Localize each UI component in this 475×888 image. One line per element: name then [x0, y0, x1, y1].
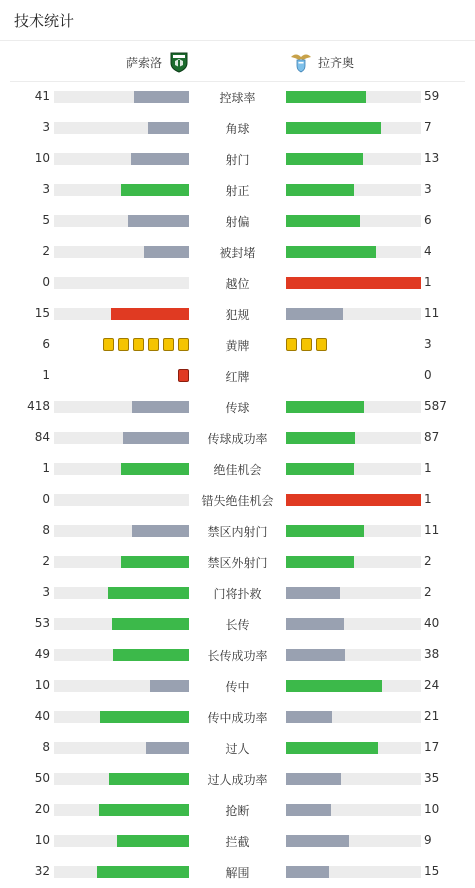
stat-row: [0, 236, 475, 267]
stats-list: [0, 81, 475, 887]
stat-label: 射偏: [225, 215, 250, 229]
away-bar-track: [286, 432, 421, 444]
home-value: 40: [34, 709, 50, 723]
away-value: 24: [424, 678, 440, 692]
stat-label: 红牌: [225, 370, 250, 384]
away-value: 1: [424, 461, 432, 475]
stat-row: [0, 732, 475, 763]
stat-label: 控球率: [219, 91, 256, 105]
stat-row: [0, 794, 475, 825]
away-bar-track: [286, 463, 421, 475]
home-value: 53: [34, 616, 50, 630]
away-value: 0: [424, 368, 432, 382]
away-bar-fill: [286, 618, 344, 630]
home-value: 8: [42, 523, 50, 537]
stat-label: 传球: [225, 401, 250, 415]
away-bar-fill: [286, 711, 332, 723]
away-bar-track: [286, 556, 421, 568]
lazio-crest-icon: [290, 51, 312, 73]
header-bar: [0, 0, 475, 41]
yellow-card-icon: [316, 338, 327, 351]
away-value: 87: [424, 430, 440, 444]
stat-row: [0, 577, 475, 608]
stat-row: [0, 670, 475, 701]
home-bar-track: [54, 804, 189, 816]
away-bar-track: [286, 91, 421, 103]
home-bar-track: [54, 680, 189, 692]
away-bar-fill: [286, 91, 366, 103]
home-value: 8: [42, 740, 50, 754]
home-bar-fill: [99, 804, 189, 816]
away-bar-fill: [286, 742, 378, 754]
home-bar-track: [54, 649, 189, 661]
away-value: 21: [424, 709, 440, 723]
away-bar-fill: [286, 153, 363, 165]
stat-label: 错失绝佳机会: [201, 494, 274, 508]
stat-label: 拦截: [225, 835, 250, 849]
stat-row: [0, 174, 475, 205]
stat-row: [0, 856, 475, 887]
stat-row: [0, 81, 475, 112]
home-value: 32: [34, 864, 50, 878]
home-bar-track: [54, 184, 189, 196]
home-value: 10: [34, 151, 50, 165]
stat-label: 过人: [225, 742, 250, 756]
away-bar-fill: [286, 463, 354, 475]
away-value: 2: [424, 554, 432, 568]
away-bar-track: [286, 246, 421, 258]
home-bar-track: [54, 618, 189, 630]
stat-row: [0, 205, 475, 236]
home-value: 418: [27, 399, 50, 413]
away-yellow-cards: [286, 338, 327, 351]
away-bar-track: [286, 308, 421, 320]
home-value: 5: [42, 213, 50, 227]
stat-label: 长传: [225, 618, 250, 632]
home-yellow-cards: [103, 338, 189, 351]
home-bar-fill: [132, 525, 189, 537]
away-value: 59: [424, 89, 440, 103]
stat-row: [0, 391, 475, 422]
stat-row: [0, 298, 475, 329]
home-value: 2: [42, 244, 50, 258]
away-bar-track: [286, 711, 421, 723]
home-value: 50: [34, 771, 50, 785]
home-bar-fill: [150, 680, 189, 692]
stat-row: [0, 112, 475, 143]
home-value: 84: [34, 430, 50, 444]
home-bar-fill: [113, 649, 189, 661]
stat-row: [0, 329, 475, 360]
page-title: 技术统计: [14, 12, 75, 30]
away-bar-fill: [286, 246, 376, 258]
away-bar-fill: [286, 587, 340, 599]
away-bar-fill: [286, 835, 349, 847]
home-team[interactable]: [126, 51, 190, 73]
home-bar-fill: [121, 556, 189, 568]
away-bar-fill: [286, 649, 345, 661]
stat-label: 越位: [225, 277, 250, 291]
away-bar-track: [286, 649, 421, 661]
stat-label: 长传成功率: [207, 649, 268, 663]
stat-label: 解围: [225, 866, 250, 880]
stat-row: [0, 639, 475, 670]
away-value: 3: [424, 182, 432, 196]
yellow-card-icon: [178, 338, 189, 351]
away-value: 6: [424, 213, 432, 227]
away-value: 9: [424, 833, 432, 847]
away-value: 1: [424, 275, 432, 289]
away-value: 2: [424, 585, 432, 599]
stat-label: 抢断: [225, 804, 250, 818]
stat-label: 被封堵: [219, 246, 256, 260]
away-bar-track: [286, 742, 421, 754]
away-value: 7: [424, 120, 432, 134]
away-team[interactable]: [290, 51, 354, 73]
stat-label: 犯规: [225, 308, 250, 322]
home-value: 0: [42, 275, 50, 289]
home-value: 1: [42, 368, 50, 382]
home-bar-track: [54, 153, 189, 165]
stat-label: 射正: [225, 184, 250, 198]
away-value: 10: [424, 802, 440, 816]
home-bar-fill: [132, 401, 189, 413]
away-value: 13: [424, 151, 440, 165]
away-bar-fill: [286, 122, 381, 134]
yellow-card-icon: [286, 338, 297, 351]
home-bar-track: [54, 122, 189, 134]
away-bar-track: [286, 153, 421, 165]
stat-label: 传中成功率: [207, 711, 268, 725]
away-bar-fill: [286, 773, 341, 785]
yellow-card-icon: [118, 338, 129, 351]
away-bar-fill: [286, 215, 360, 227]
stat-row: [0, 453, 475, 484]
away-value: 11: [424, 306, 440, 320]
home-bar-fill: [108, 587, 189, 599]
home-bar-fill: [148, 122, 189, 134]
home-bar-fill: [109, 773, 189, 785]
stat-label: 绝佳机会: [213, 463, 262, 477]
stat-row: [0, 143, 475, 174]
home-value: 2: [42, 554, 50, 568]
away-bar-track: [286, 773, 421, 785]
away-bar-track: [286, 215, 421, 227]
yellow-card-icon: [148, 338, 159, 351]
yellow-card-icon: [103, 338, 114, 351]
away-bar-fill: [286, 308, 343, 320]
home-bar-fill: [97, 866, 189, 878]
away-bar-track: [286, 494, 421, 506]
home-bar-fill: [100, 711, 189, 723]
away-bar-fill: [286, 866, 329, 878]
stat-label: 过人成功率: [207, 773, 268, 787]
away-value: 4: [424, 244, 432, 258]
stat-row: [0, 825, 475, 856]
home-value: 15: [34, 306, 50, 320]
away-value: 40: [424, 616, 440, 630]
home-bar-track: [54, 835, 189, 847]
home-bar-fill: [146, 742, 189, 754]
away-bar-track: [286, 680, 421, 692]
home-value: 1: [42, 461, 50, 475]
stat-row: [0, 701, 475, 732]
home-value: 49: [34, 647, 50, 661]
home-bar-fill: [134, 91, 189, 103]
away-bar-fill: [286, 432, 355, 444]
yellow-card-icon: [163, 338, 174, 351]
home-bar-track: [54, 494, 189, 506]
stat-label: 门将扑救: [213, 587, 262, 601]
away-bar-fill: [286, 184, 354, 196]
away-value: 11: [424, 523, 440, 537]
home-value: 0: [42, 492, 50, 506]
away-bar-track: [286, 835, 421, 847]
home-bar-track: [54, 773, 189, 785]
home-value: 10: [34, 833, 50, 847]
home-value: 20: [34, 802, 50, 816]
away-bar-track: [286, 525, 421, 537]
home-bar-fill: [131, 153, 189, 165]
away-value: 587: [424, 399, 447, 413]
away-bar-fill: [286, 680, 382, 692]
stat-label: 射门: [225, 153, 250, 167]
home-bar-track: [54, 401, 189, 413]
stat-row: [0, 763, 475, 794]
stat-row: [0, 360, 475, 391]
away-bar-track: [286, 184, 421, 196]
home-bar-track: [54, 587, 189, 599]
stat-row: [0, 267, 475, 298]
home-team-name: 萨索洛: [126, 55, 163, 70]
home-bar-fill: [144, 246, 189, 258]
stat-row: [0, 422, 475, 453]
home-bar-track: [54, 277, 189, 289]
home-bar-track: [54, 308, 189, 320]
away-bar-fill: [286, 494, 421, 506]
away-value: 3: [424, 337, 432, 351]
home-bar-track: [54, 246, 189, 258]
red-card-icon: [178, 369, 189, 382]
away-bar-fill: [286, 804, 331, 816]
home-bar-fill: [111, 308, 189, 320]
stat-label: 黄牌: [225, 339, 250, 353]
home-red-cards: [178, 369, 189, 382]
away-bar-track: [286, 587, 421, 599]
home-bar-fill: [121, 463, 189, 475]
yellow-card-icon: [301, 338, 312, 351]
away-value: 17: [424, 740, 440, 754]
home-value: 6: [42, 337, 50, 351]
away-team-name: 拉齐奥: [318, 55, 355, 70]
home-bar-fill: [128, 215, 189, 227]
home-bar-track: [54, 866, 189, 878]
home-bar-fill: [121, 184, 189, 196]
home-bar-fill: [117, 835, 189, 847]
home-bar-track: [54, 432, 189, 444]
away-bar-track: [286, 277, 421, 289]
away-bar-track: [286, 804, 421, 816]
away-bar-fill: [286, 277, 421, 289]
home-bar-track: [54, 711, 189, 723]
away-value: 1: [424, 492, 432, 506]
stat-row: [0, 484, 475, 515]
home-value: 3: [42, 585, 50, 599]
stat-label: 传中: [225, 680, 250, 694]
away-bar-fill: [286, 556, 354, 568]
stat-label: 禁区外射门: [207, 556, 268, 570]
home-value: 10: [34, 678, 50, 692]
home-bar-fill: [123, 432, 189, 444]
away-value: 38: [424, 647, 440, 661]
stat-row: [0, 546, 475, 577]
stat-label: 角球: [225, 122, 250, 136]
home-bar-track: [54, 215, 189, 227]
home-value: 41: [34, 89, 50, 103]
home-value: 3: [42, 182, 50, 196]
home-bar-fill: [112, 618, 189, 630]
away-bar-fill: [286, 525, 364, 537]
away-value: 15: [424, 864, 440, 878]
away-bar-fill: [286, 401, 364, 413]
stat-label: 传球成功率: [207, 432, 268, 446]
away-bar-track: [286, 866, 421, 878]
stat-row: [0, 608, 475, 639]
away-bar-track: [286, 618, 421, 630]
home-bar-track: [54, 463, 189, 475]
away-value: 35: [424, 771, 440, 785]
home-value: 3: [42, 120, 50, 134]
home-bar-track: [54, 556, 189, 568]
away-bar-track: [286, 401, 421, 413]
yellow-card-icon: [133, 338, 144, 351]
away-bar-track: [286, 122, 421, 134]
stat-row: [0, 515, 475, 546]
home-bar-track: [54, 525, 189, 537]
home-bar-track: [54, 91, 189, 103]
home-bar-track: [54, 742, 189, 754]
stat-label: 禁区内射门: [207, 525, 268, 539]
sassuolo-crest-icon: [168, 51, 190, 73]
teams-row: [10, 41, 465, 82]
